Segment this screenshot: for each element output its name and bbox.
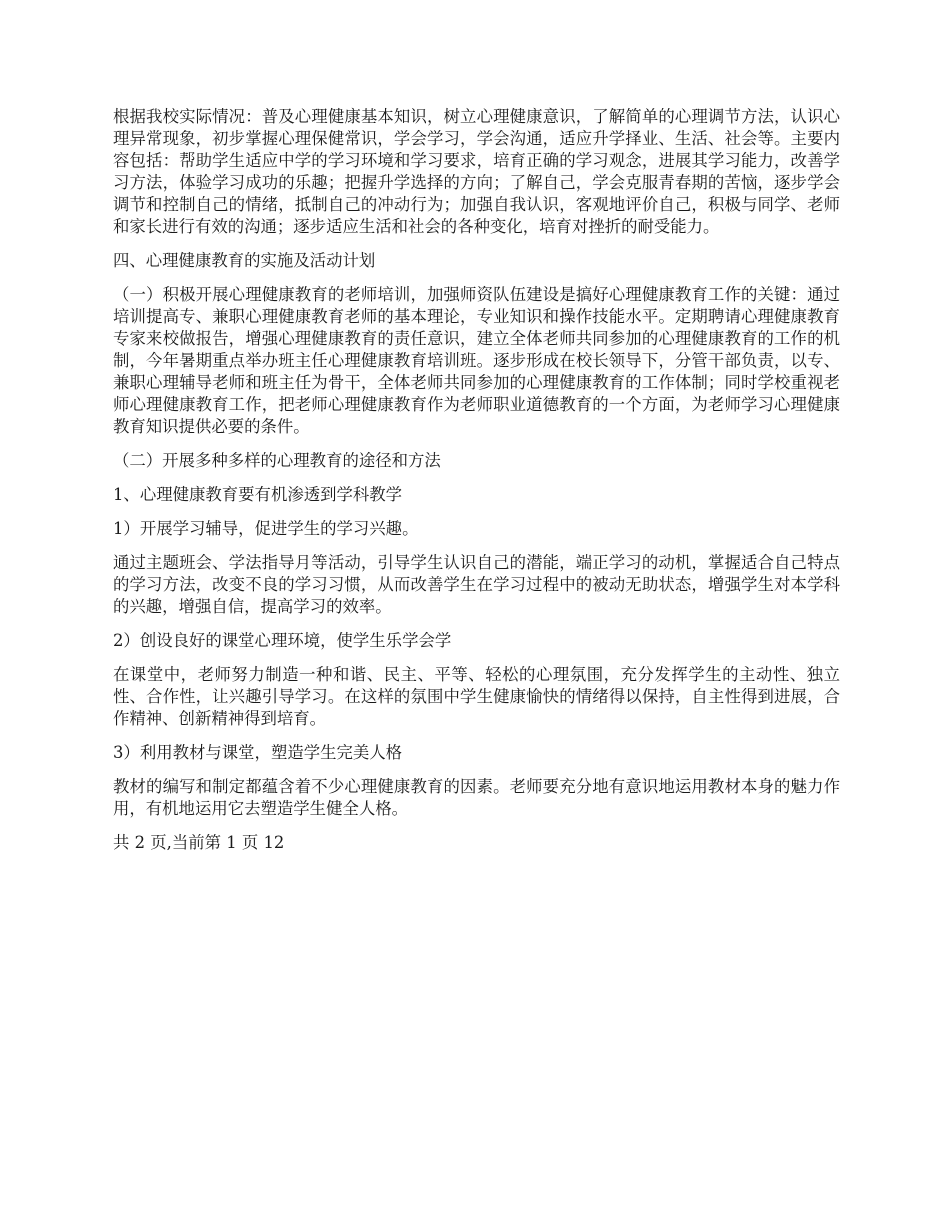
section-heading-implementation: 四、心理健康教育的实施及活动计划: [113, 251, 376, 270]
item-heading-study-guidance: 1）开展学习辅导，促进学生的学习兴趣。: [113, 519, 419, 538]
paragraph-intro: 根据我校实际情况：普及心理健康基本知识，树立心理健康意识，了解简单的心理调节方法，认识心理异常现象，初步掌握心理保健常识，学会学习，学会沟通，适应升学择业、生活、社会等。主要内容包括：帮助学生适应中学的学习环境和学习要求，培育正确的学习观念，进展其学习能力，改善学习方法，体验学习成功的乐趣；把握升学选择的方向；了解自己，学会克服青春期的苦恼，逐步学会调节和控制自己的情绪，抵制自己的冲动行为；加强自我认识，客观地评价自己，积极与同学、老师和家长进行有效的沟通；逐步适应生活和社会的各种变化，培育对挫折的耐受能力。: [113, 107, 840, 236]
subheading-methods: （二）开展多种多样的心理教育的途径和方法: [113, 451, 441, 470]
page-indicator: 共 2 页,当前第 1 页 12: [113, 833, 285, 852]
item-heading-classroom-environment: 2）创设良好的课堂心理环境，使学生乐学会学: [113, 631, 452, 650]
document-page: [113, 106, 840, 866]
paragraph-textbooks: 教材的编写和制定都蕴含着不少心理健康教育的因素。老师要充分地有意识地运用教材本身的魅力作用，有机地运用它去塑造学生健全人格。: [113, 777, 840, 818]
paragraph-classroom-environment: 在课堂中，老师努力制造一种和谐、民主、平等、轻松的心理氛围，充分发挥学生的主动性、独立性、合作性，让兴趣引导学习。在这样的氛围中学生健康愉快的情绪得以保持，自主性得到进展，合作精神、创新精神得到培育。: [113, 665, 840, 728]
item-heading-textbooks: 3）利用教材与课堂，塑造学生完美人格: [113, 743, 403, 762]
paragraph-study-guidance: 通过主题班会、学法指导月等活动，引导学生认识自己的潜能，端正学习的动机，掌握适合自己特点的学习方法，改变不良的学习习惯，从而改善学生在学习过程中的被动无助状态，增强学生对本学科的兴趣，增强自信，提高学习的效率。: [113, 553, 840, 616]
subheading-subject-teaching: 1、心理健康教育要有机渗透到学科教学: [113, 485, 403, 504]
paragraph-teacher-training: （一）积极开展心理健康教育的老师培训，加强师资队伍建设是搞好心理健康教育工作的关键：通过培训提高专、兼职心理健康教育老师的基本理论，专业知识和操作技能水平。定期聘请心理健康教育专家来校做报告，增强心理健康教育的责任意识，建立全体老师共同参加的心理健康教育的工作的机制，今年暑期重点举办班主任心理健康教育培训班。逐步形成在校长领导下，分管干部负责，以专、兼职心理辅导老师和班主任为骨干，全体老师共同参加的心理健康教育的工作体制；同时学校重视老师心理健康教育工作，把老师心理健康教育作为老师职业道德教育的一个方面，为老师学习心理健康教育知识提供必要的条件。: [113, 285, 840, 436]
